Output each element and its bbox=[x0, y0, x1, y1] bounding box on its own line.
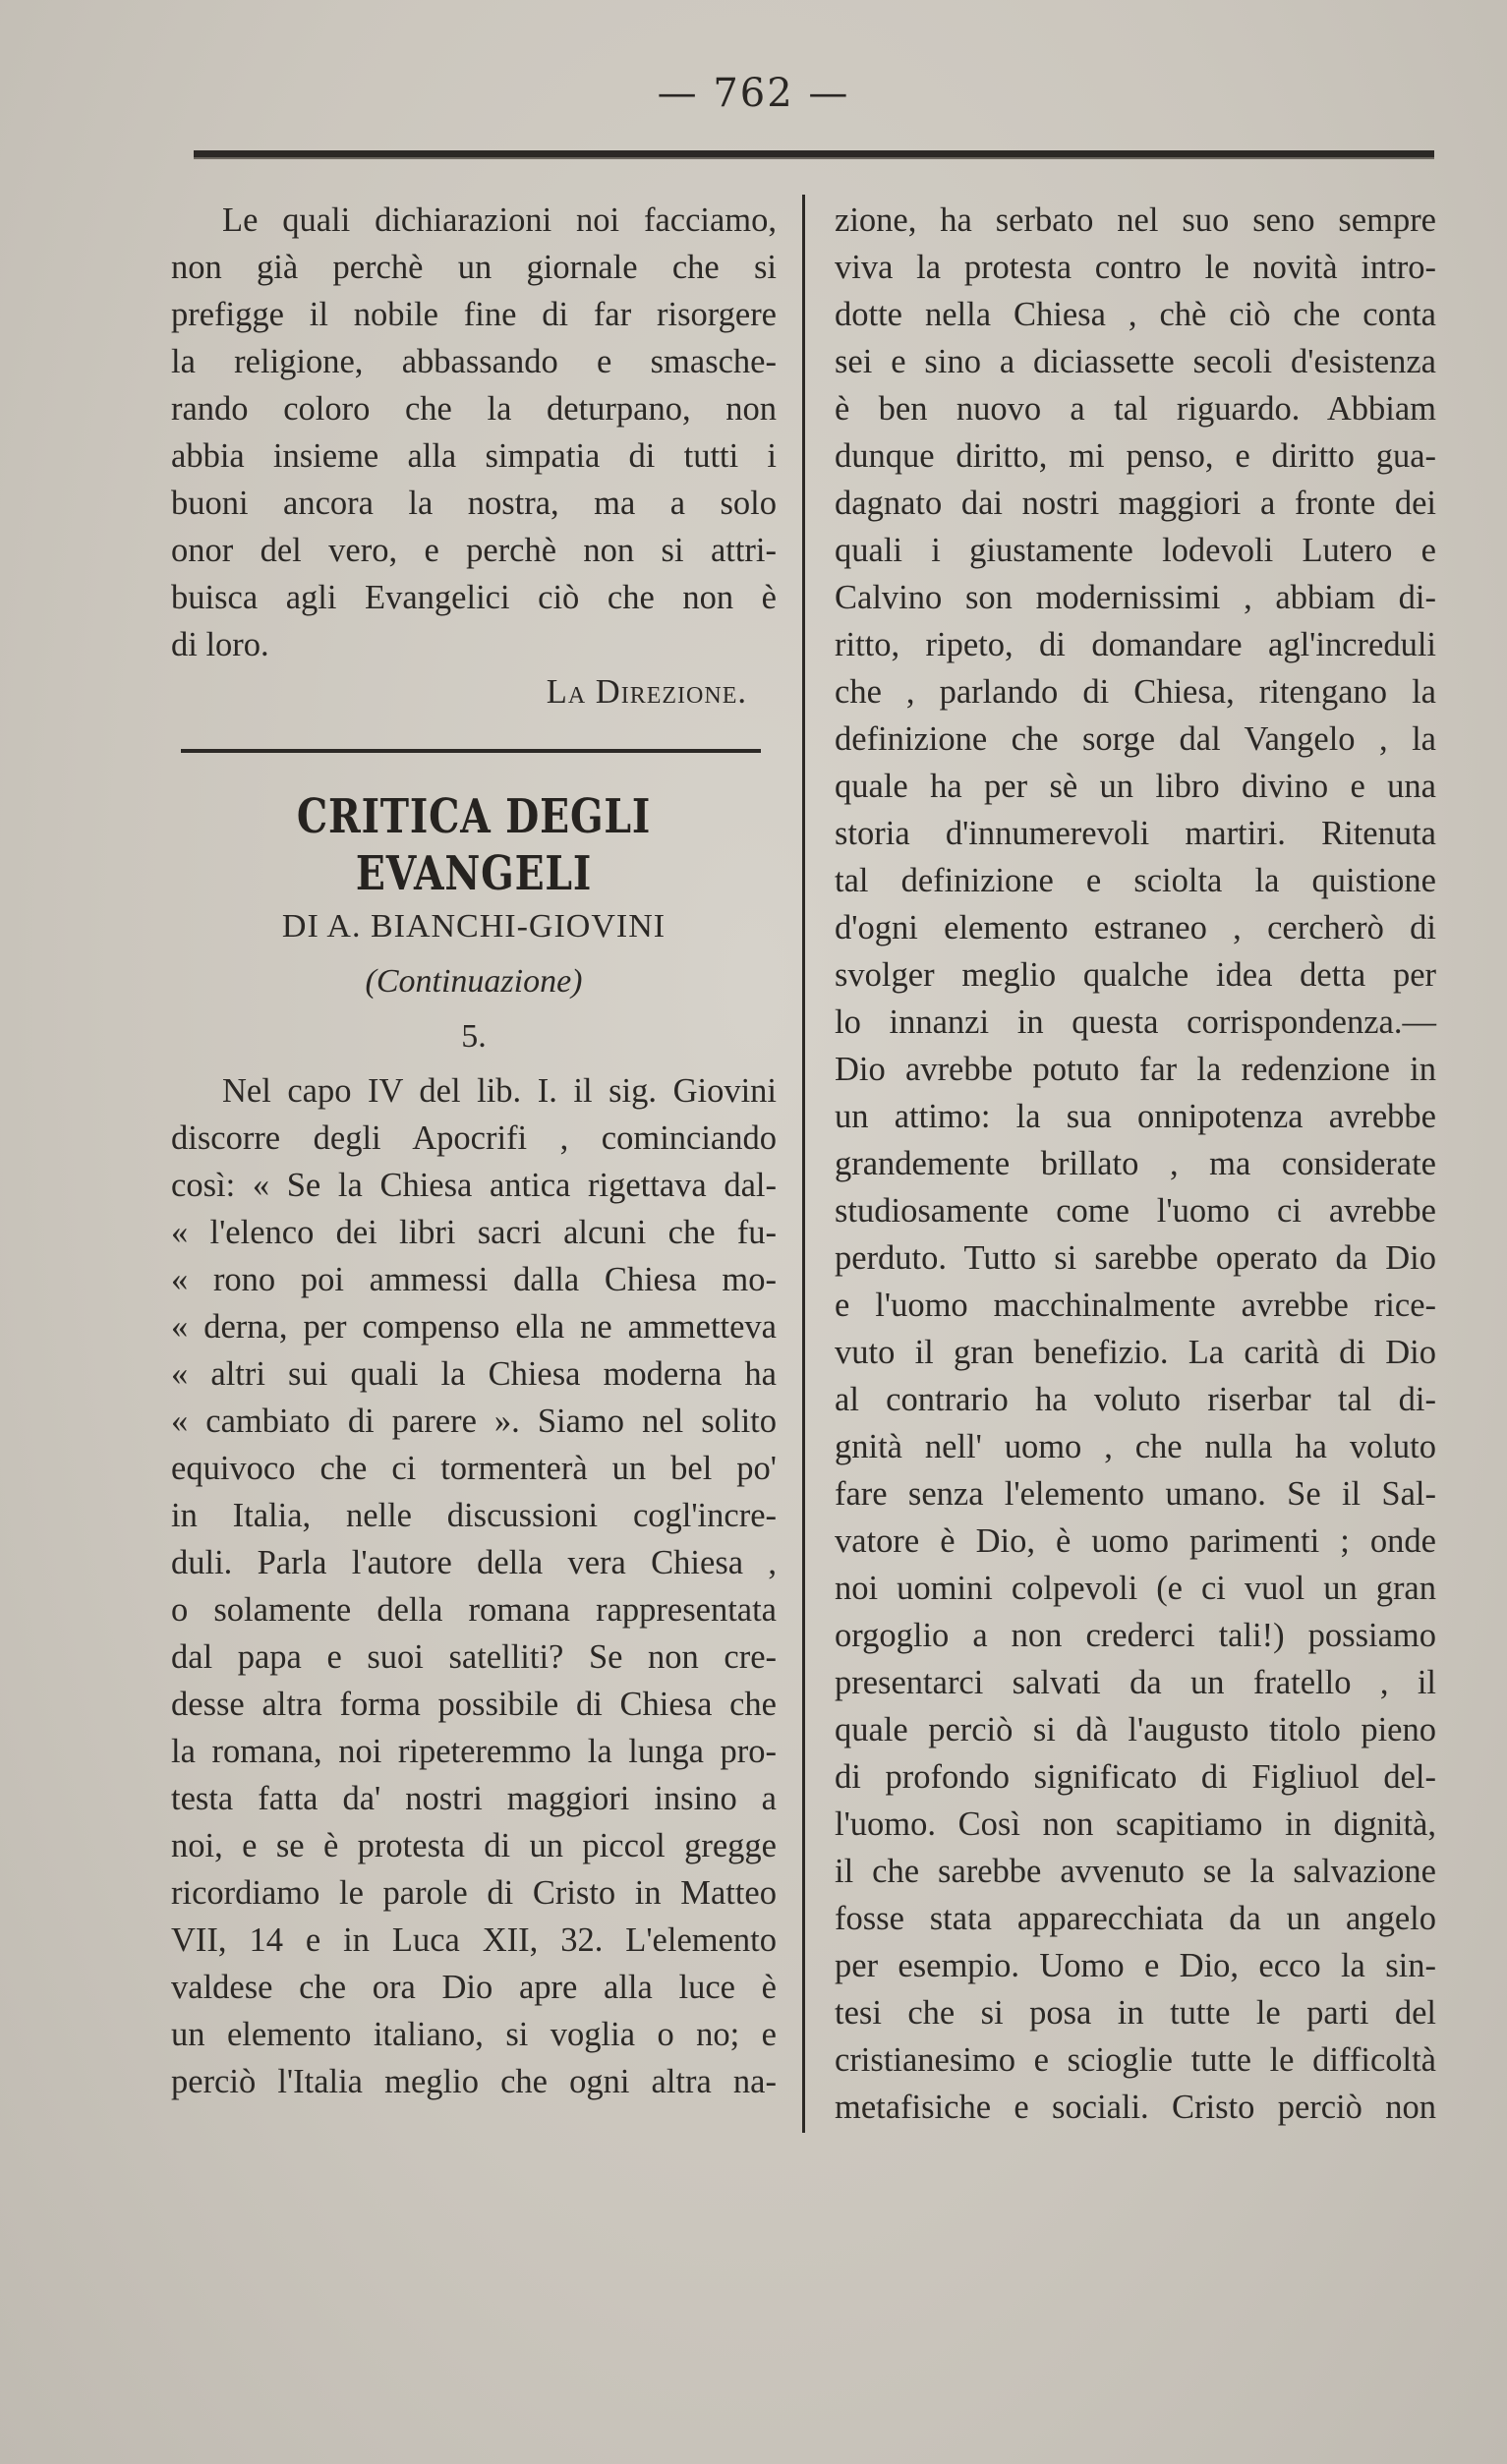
text-line: valdese che ora Dio apre alla luce è bbox=[171, 1969, 777, 2006]
text-line: non già perchè un giornale che si bbox=[171, 249, 777, 286]
text-line: Calvino son modernissimi , abbiam di- bbox=[835, 579, 1436, 616]
text-line: tesi che si posa in tutte le parti del bbox=[835, 1994, 1436, 2032]
text-line: in Italia, nelle discussioni cogl'incre- bbox=[171, 1497, 777, 1534]
text-line: Nel capo IV del lib. I. il sig. Giovini bbox=[222, 1072, 777, 1110]
text-line: l'uomo. Così non scapitiamo in dignità, bbox=[835, 1805, 1436, 1843]
text-line: per esempio. Uomo e Dio, ecco la sin- bbox=[835, 1947, 1436, 1984]
text-line: testa fatta da' nostri maggiori insino a bbox=[171, 1780, 777, 1817]
text-line: d'ogni elemento estraneo , cercherò di bbox=[835, 909, 1436, 946]
text-line: di loro. bbox=[171, 626, 269, 663]
text-line: zione, ha serbato nel suo seno sempre bbox=[835, 201, 1436, 239]
article-title: CRITICA DEGLI EVANGELI bbox=[296, 789, 652, 901]
text-line: cristianesimo e scioglie tutte le difficoltà bbox=[835, 2041, 1436, 2079]
text-line: discorre degli Apocrifi , cominciando bbox=[171, 1119, 777, 1157]
article-continuation: (Continuazione) bbox=[365, 963, 583, 1000]
text-line: quali i giustamente lodevoli Lutero e bbox=[835, 532, 1436, 569]
text-line: vuto il gran benefizio. La carità di Dio bbox=[835, 1334, 1436, 1371]
text-line: dotte nella Chiesa , chè ciò che conta bbox=[835, 296, 1436, 333]
text-line: un elemento italiano, si voglia o no; e bbox=[171, 2016, 777, 2053]
text-line: onor del vero, e perchè non si attri- bbox=[171, 532, 777, 569]
text-line: e l'uomo macchinalmente avrebbe rice- bbox=[835, 1287, 1436, 1324]
text-line: prefigge il nobile fine di far risorgere bbox=[171, 296, 777, 333]
left-column bbox=[171, 197, 777, 2105]
text-line: buisca agli Evangelici ciò che non è bbox=[171, 579, 777, 616]
text-line: o solamente della romana rappresentata bbox=[171, 1591, 777, 1629]
text-line: abbia insieme alla simpatia di tutti i bbox=[171, 437, 777, 475]
text-line: « altri sui quali la Chiesa moderna ha bbox=[171, 1355, 777, 1393]
text-line: VII, 14 e in Luca XII, 32. L'elemento bbox=[171, 1921, 777, 1959]
text-line: rando coloro che la deturpano, non bbox=[171, 390, 777, 428]
text-line: storia d'innumerevoli martiri. Ritenuta bbox=[835, 815, 1436, 852]
text-line: buoni ancora la nostra, ma a solo bbox=[171, 485, 777, 522]
text-line: sei e sino a diciassette secoli d'esistenza bbox=[835, 343, 1436, 380]
text-line: è ben nuovo a tal riguardo. Abbiam bbox=[835, 390, 1436, 428]
text-line: noi uomini colpevoli (e ci vuol un gran bbox=[835, 1570, 1436, 1607]
text-line: vatore è Dio, è uomo parimenti ; onde bbox=[835, 1522, 1436, 1560]
text-line: « cambiato di parere ». Siamo nel solito bbox=[171, 1403, 777, 1440]
text-line: Dio avrebbe potuto far la redenzione in bbox=[835, 1051, 1436, 1088]
text-line: perciò l'Italia meglio che ogni altra na- bbox=[171, 2063, 777, 2100]
intro-paragraph bbox=[171, 197, 777, 716]
text-line: ricordiamo le parole di Cristo in Matteo bbox=[171, 1874, 777, 1912]
signature: La Direzione. bbox=[546, 673, 747, 711]
text-line: « rono poi ammessi dalla Chiesa mo- bbox=[171, 1261, 777, 1298]
text-line: presentarci salvati da un fratello , il bbox=[835, 1664, 1436, 1701]
text-line: quale perciò si dà l'augusto titolo pieno bbox=[835, 1711, 1436, 1748]
text-line: noi, e se è protesta di un piccol gregge bbox=[171, 1827, 777, 1864]
text-line: quale ha per sè un libro divino e una bbox=[835, 768, 1436, 805]
text-line: che , parlando di Chiesa, ritengano la bbox=[835, 673, 1436, 711]
text-line: orgoglio a non crederci tali!) possiamo bbox=[835, 1617, 1436, 1654]
text-line: « l'elenco dei libri sacri alcuni che fu- bbox=[171, 1214, 777, 1251]
text-line: lo innanzi in questa corrispondenza.— bbox=[835, 1003, 1436, 1041]
right-column bbox=[835, 197, 1436, 2131]
text-line: di profondo significato di Figliuol del- bbox=[835, 1758, 1436, 1796]
text-line: viva la protesta contro le novità intro- bbox=[835, 249, 1436, 286]
text-line: studiosamente come l'uomo ci avrebbe bbox=[835, 1192, 1436, 1230]
article-section-number: 5. bbox=[461, 1018, 487, 1055]
text-line: grandemente brillato , ma considerate bbox=[835, 1145, 1436, 1182]
header-rule bbox=[194, 150, 1434, 159]
text-line: il che sarebbe avvenuto se la salvazione bbox=[835, 1853, 1436, 1890]
text-line: perduto. Tutto si sarebbe operato da Dio bbox=[835, 1239, 1436, 1277]
column-divider bbox=[802, 195, 805, 2133]
text-line: dunque diritto, mi penso, e diritto gua- bbox=[835, 437, 1436, 475]
text-line: Le quali dichiarazioni noi facciamo, bbox=[222, 201, 777, 239]
article-author: DI A. BIANCHI-GIOVINI bbox=[281, 908, 667, 945]
text-line: dal papa e suoi satelliti? Se non cre- bbox=[171, 1638, 777, 1676]
text-line: la religione, abbassando e smasche- bbox=[171, 343, 777, 380]
text-line: « derna, per compenso ella ne ammetteva bbox=[171, 1308, 777, 1346]
page-number: — 762 — bbox=[657, 71, 850, 116]
text-line: un attimo: la sua onnipotenza avrebbe bbox=[835, 1098, 1436, 1135]
text-line: fosse stata apparecchiata da un angelo bbox=[835, 1900, 1436, 1937]
text-line: gnità nell' uomo , che nulla ha voluto bbox=[835, 1428, 1436, 1465]
text-line: desse altra forma possibile di Chiesa che bbox=[171, 1686, 777, 1723]
text-line: duli. Parla l'autore della vera Chiesa , bbox=[171, 1544, 777, 1581]
text-line: metafisiche e sociali. Cristo perciò non bbox=[835, 2089, 1436, 2126]
text-line: definizione che sorge dal Vangelo , la bbox=[835, 720, 1436, 758]
text-line: dagnato dai nostri maggiori a fronte dei bbox=[835, 485, 1436, 522]
text-line: così: « Se la Chiesa antica rigettava dal- bbox=[171, 1167, 777, 1204]
text-line: svolger meglio qualche idea detta per bbox=[835, 956, 1436, 994]
text-line: ritto, ripeto, di domandare agl'increduli bbox=[835, 626, 1436, 663]
text-line: equivoco che ci tormenterà un bel po' bbox=[171, 1450, 777, 1487]
text-line: al contrario ha voluto riserbar tal di- bbox=[835, 1381, 1436, 1418]
article-body-left bbox=[171, 1067, 777, 2105]
text-line: tal definizione e sciolta la quistione bbox=[835, 862, 1436, 899]
text-line: fare senza l'elemento umano. Se il Sal- bbox=[835, 1475, 1436, 1513]
text-line: la romana, noi ripeteremmo la lunga pro- bbox=[171, 1733, 777, 1770]
section-rule bbox=[181, 749, 761, 753]
